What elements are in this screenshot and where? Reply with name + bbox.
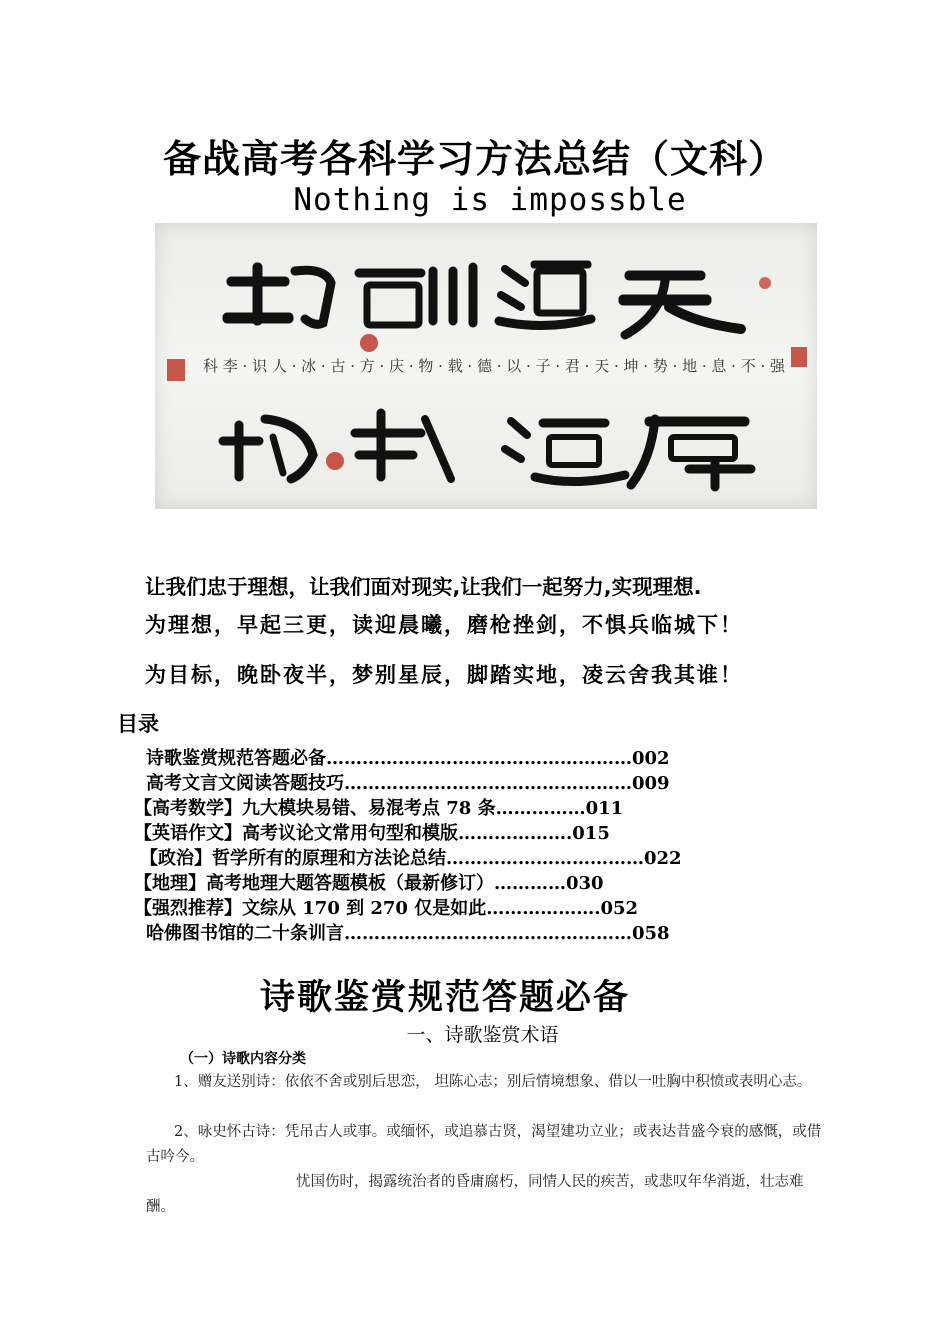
seal-icon xyxy=(791,347,807,367)
seal-icon xyxy=(360,334,378,352)
toc-heading: 目录 xyxy=(117,712,159,736)
toc-entry-label: 诗歌鉴赏规范答题必备 xyxy=(146,748,326,769)
toc-entry-page: 009 xyxy=(632,773,670,794)
calligraphy-scroll-image xyxy=(155,223,817,509)
calligraphy-image xyxy=(155,223,817,509)
calligraphy-inscription xyxy=(203,357,786,375)
toc-entry[interactable] xyxy=(146,771,670,796)
toc-entry-page: 015 xyxy=(572,823,610,844)
toc-entry-page: 058 xyxy=(632,923,670,944)
toc-entry[interactable] xyxy=(146,746,670,771)
motto-line: 让我们忠于理想，让我们面对现实,让我们一起努力,实现理想. xyxy=(145,575,702,599)
toc-entry-leader: ………………………………………… xyxy=(344,773,632,794)
section-subtitle: 一、诗歌鉴赏术语 xyxy=(406,1024,559,1046)
toc-entry-leader: …………… xyxy=(495,798,586,819)
motto-line: 为理想，早起三更，读迎晨曦，磨枪挫剑，不惧兵临城下！ xyxy=(145,612,743,637)
body-paragraph: 忧国伤时，揭露统治者的昏庸腐朽，同情人民的疾苦，或悲叹年华消逝，壮志难酬。 xyxy=(146,1174,804,1215)
toc-entry-label: 【英语作文】高考议论文常用句型和模版 xyxy=(134,823,458,844)
toc-entry[interactable] xyxy=(146,921,670,946)
toc-entry-label: 【强烈推荐】文综从 170 到 270 仅是如此 xyxy=(134,898,487,919)
body-paragraph: 2、咏史怀古诗：凭吊古人或事。或缅怀，或追慕古贤，渴望建功立业；或表达昔盛今衰的感慨，或借古吟今。 xyxy=(146,1124,822,1165)
seal-icon xyxy=(759,277,771,289)
toc-entry-label: 高考文言文阅读答题技巧 xyxy=(146,773,344,794)
svg-text:科 李 · 识 人 · 冰 · 古 · 方 · 庆 · 物: 科 李 · 识 人 · 冰 · 古 · 方 · 庆 · 物 · 载 · 德 · 以 · 子 · 君 · 天 · 坤 · 势 · 地 · 息 · 不 · 强 xyxy=(203,357,786,375)
toc-entry[interactable] xyxy=(134,896,638,921)
toc-entry-leader: …………………………………………… xyxy=(326,748,632,769)
toc-entry[interactable] xyxy=(134,821,610,846)
toc-entry-page: 022 xyxy=(644,848,682,869)
toc-entry-leader: ………… xyxy=(494,873,566,894)
toc-entry-label: 【高考数学】九大模块易错、易混考点 78 条 xyxy=(134,798,496,819)
toc-entry-page: 002 xyxy=(632,748,670,769)
toc-entry-label: 【政治】哲学所有的原理和方法论总结 xyxy=(140,848,446,869)
toc-entry-label: 哈佛图书馆的二十条训言 xyxy=(146,923,344,944)
toc-entry-page: 011 xyxy=(585,798,624,819)
toc-entry-leader: …………………………… xyxy=(446,848,644,869)
page-title: 备战高考各科学习方法总结（文科） xyxy=(162,137,787,181)
subsection-heading: （一）诗歌内容分类 xyxy=(180,1051,306,1067)
seal-icon xyxy=(167,359,185,381)
toc-entry-leader: ………………. xyxy=(458,823,573,844)
body-paragraph: 1、赠友送别诗：依依不舍或别后思恋， 坦陈心志；别后情境想象、借以一吐胸中积愤或表明心志。 xyxy=(174,1074,812,1090)
toc-entry[interactable] xyxy=(140,846,682,871)
toc-entry[interactable] xyxy=(134,871,604,896)
section-title: 诗歌鉴赏规范答题必备 xyxy=(259,977,630,1018)
toc-entry-leader: ………………………………………… xyxy=(344,923,632,944)
toc-entry-page: 030 xyxy=(566,873,604,894)
seal-icon xyxy=(326,452,344,470)
toc-entry[interactable] xyxy=(134,796,623,821)
toc-entry-leader: ………………. xyxy=(486,898,601,919)
page-subtitle: Nothing is impossble xyxy=(293,182,687,218)
motto-line: 为目标，晚卧夜半，梦别星辰，脚踏实地，凌云舍我其谁！ xyxy=(145,662,743,687)
toc-entry-label: 【地理】高考地理大题答题模板（最新修订） xyxy=(134,873,494,894)
toc-entry-page: 052 xyxy=(600,898,639,919)
